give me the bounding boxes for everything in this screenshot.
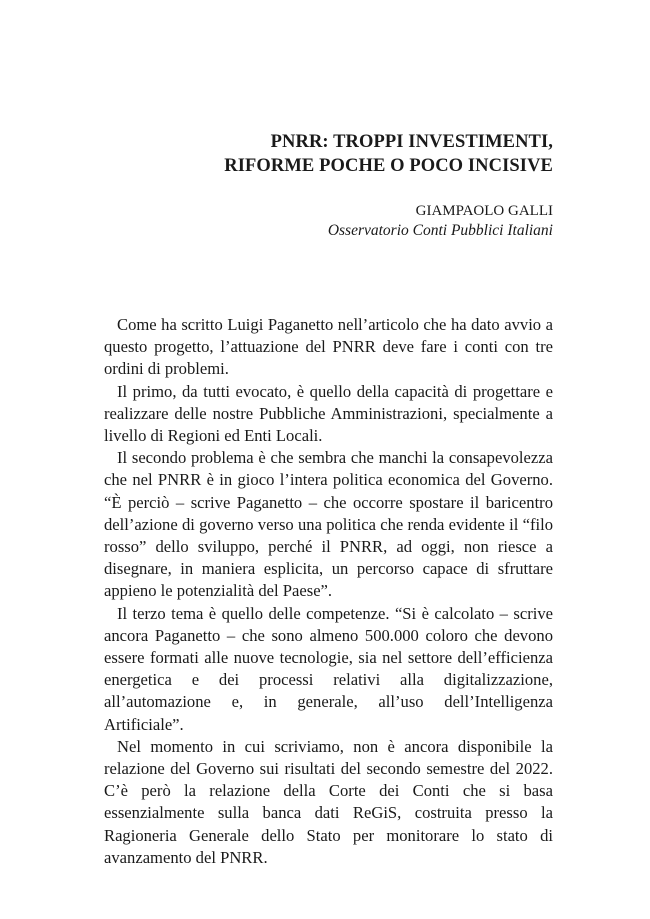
article-body — [104, 314, 553, 869]
article-title-line-1: PNRR: TROPPI INVESTIMENTI, — [270, 132, 553, 152]
paragraph-3: Il secondo problema è che sembra che manchi la consapevolezza che nel PNRR è in gioco l’intera politica economica del Governo. “È perciò – scrive Paganetto – che occorre spostare il baricentro dell’azione di governo verso una politica che renda evidente il “filo rosso” dello sviluppo, perché il PNRR, ad oggi, non riesce a disegnare, in maniera esplicita, un percorso capace di sfruttare appieno le potenzialità del Paese”. — [104, 448, 553, 601]
paragraph-4: Il terzo tema è quello delle competenze. “Si è calcolato – scrive ancora Paganetto – che sono almeno 500.000 coloro che devono essere formati alle nuove tecnologie, sia nel settore dell’efficienza energetica e dei processi relativi alla digitalizzazione, all’automazione e, in generale, all’uso dell’Intelligenza Artificiale”. — [104, 603, 553, 734]
article-title-line-2: RIFORME POCHE O POCO INCISIVE — [224, 156, 553, 176]
article-title — [224, 130, 553, 178]
paragraph-1: Come ha scritto Luigi Paganetto nell’articolo che ha dato avvio a questo progetto, l’attuazione del PNRR deve fare i conti con tre ordini di problemi. — [104, 315, 553, 379]
paragraph-2: Il primo, da tutti evocato, è quello della capacità di progettare e realizzare delle nostre Pubbliche Amministrazioni, specialmente a livello di Regioni ed Enti Locali. — [104, 381, 553, 446]
paragraph-5: Nel momento in cui scriviamo, non è ancora disponibile la relazione del Governo sui risultati del secondo semestre del 2022. C’è però la relazione della Corte dei Conti che si basa essenzialmente sulla banca dati ReGiS, costruita presso la Ragioneria Generale dello Stato per monitorare lo stato di avanzamento del PNRR. — [104, 736, 553, 867]
author-name: GIAMPAOLO GALLI — [415, 203, 553, 219]
author-affiliation: Osservatorio Conti Pubblici Italiani — [327, 222, 553, 239]
